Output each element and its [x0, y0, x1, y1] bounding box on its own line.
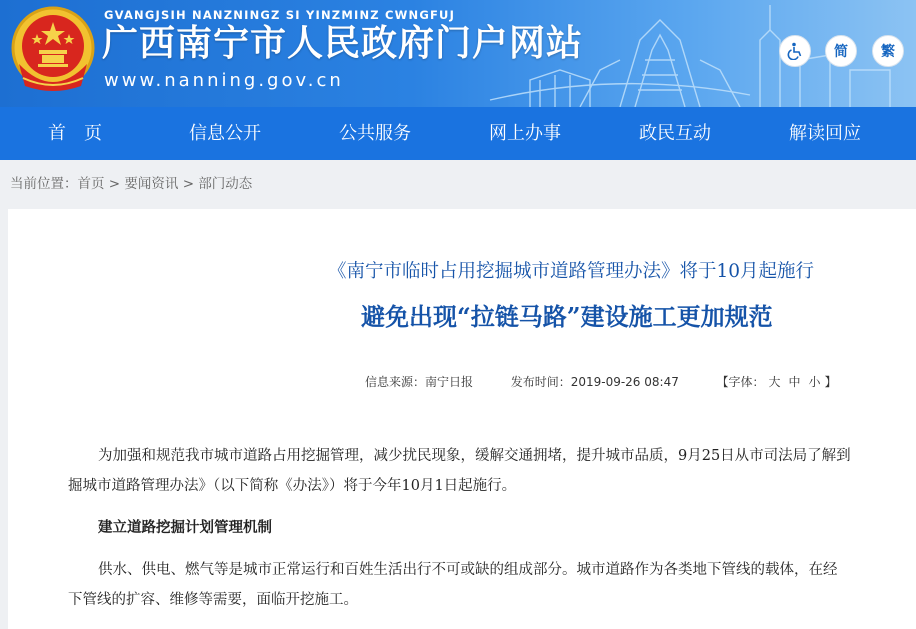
breadcrumb-news[interactable]: 要闻资讯	[124, 176, 179, 192]
nav-item-home[interactable]: 首 页	[48, 123, 102, 144]
nav-item-interpretation[interactable]: 解读回应	[789, 123, 861, 144]
site-title[interactable]: 广西南宁市人民政府门户网站	[102, 23, 584, 64]
article-title: 避免出现“拉链马路”建设施工更加规范	[361, 302, 773, 331]
date-value: 2019-09-26 08:47	[570, 375, 679, 389]
paragraph-line: 供水、供电、燃气等是城市正常运行和百姓生活出行不可或缺的组成部分。城市道路作为各类地下管线的载体，在经	[98, 562, 838, 578]
section-heading: 建立道路挖掘计划管理机制	[98, 519, 272, 536]
article-subtitle: 《南宁市临时占用挖掘城市道路管理办法》将于10月起施行	[328, 261, 815, 282]
article-body	[68, 441, 916, 615]
traditional-chinese-button[interactable]: 繁	[872, 35, 904, 67]
paragraph-line: 为加强和规范我市城市道路占用挖掘管理，减少扰民现象，缓解交通拥堵，提升城市品质，9月25日从市司法局了解到	[98, 448, 851, 464]
paragraph-line: 下管线的扩容、维修等需要，面临开挖施工。	[68, 592, 358, 608]
source-value: 南宁日报	[425, 375, 474, 389]
nav-item-info-disclosure[interactable]: 信息公开	[189, 123, 261, 144]
font-size-small-button[interactable]: 小	[808, 375, 821, 389]
article-panel	[8, 209, 916, 629]
simplified-chinese-button[interactable]: 简	[825, 35, 857, 67]
breadcrumb-separator: >	[104, 176, 125, 192]
article-meta	[365, 373, 837, 390]
wheelchair-icon	[786, 42, 804, 60]
site-url: www.nanning.gov.cn	[104, 70, 344, 91]
date-label: 发布时间：	[510, 375, 571, 389]
font-size-close: 】	[824, 375, 837, 389]
font-size-large-button[interactable]: 大	[768, 375, 781, 389]
font-size-label: 【字体：	[716, 375, 765, 389]
breadcrumb-home[interactable]: 首页	[77, 176, 105, 192]
nav-item-interaction[interactable]: 政民互动	[639, 123, 711, 144]
font-size-medium-button[interactable]: 中	[788, 375, 801, 389]
nav-item-public-service[interactable]: 公共服务	[339, 123, 411, 144]
paragraph-line: 掘城市道路管理办法》（以下简称《办法》）将于今年10月1日起施行。	[68, 478, 517, 494]
site-pinyin: GVANGJSIH NANZNINGZ SI YINZMINZ CWNGFUJ	[104, 8, 456, 22]
source-label: 信息来源：	[365, 375, 426, 389]
accessibility-button[interactable]	[779, 35, 811, 67]
breadcrumb	[10, 172, 252, 196]
breadcrumb-current[interactable]: 部门动态	[198, 176, 253, 192]
header-banner	[0, 0, 916, 107]
national-emblem-icon	[9, 4, 97, 96]
nav-item-online-service[interactable]: 网上办事	[489, 123, 561, 144]
breadcrumb-prefix: 当前位置：	[10, 176, 78, 192]
breadcrumb-separator: >	[178, 176, 199, 192]
main-nav	[0, 107, 916, 160]
